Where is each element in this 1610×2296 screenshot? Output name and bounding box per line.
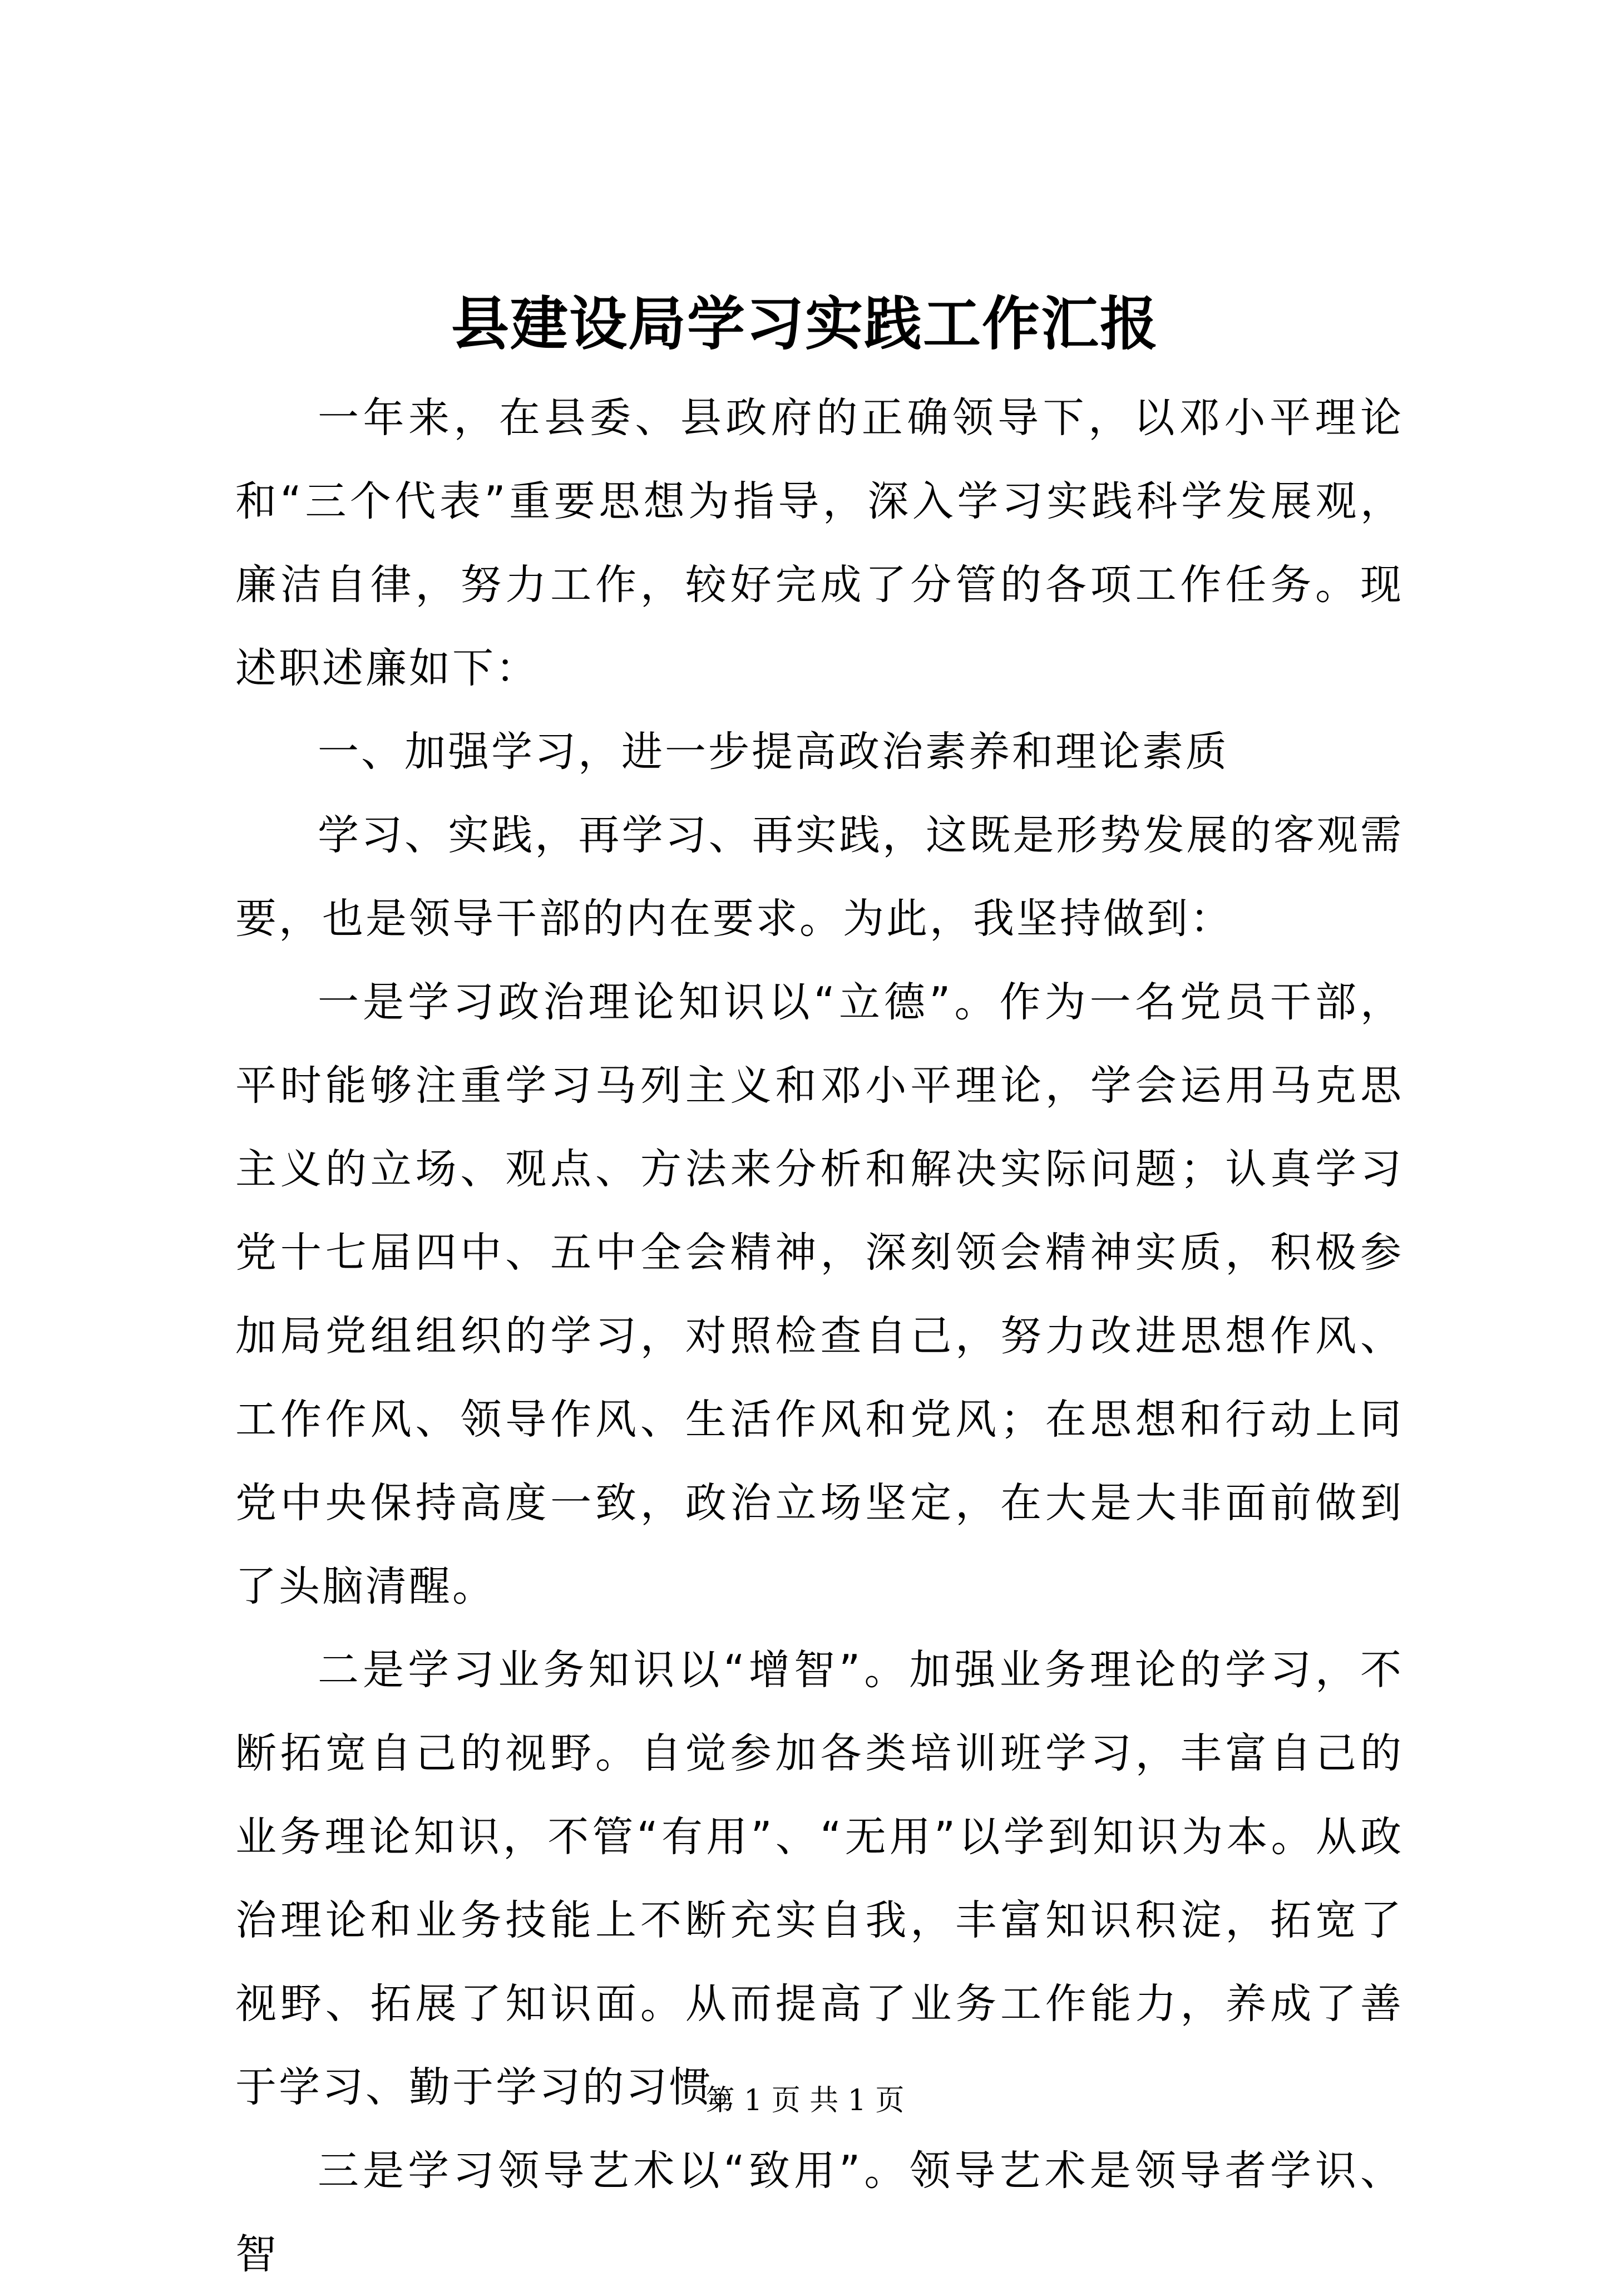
- section-heading-1: 一、加强学习，进一步提高政治素养和理论素质: [318, 728, 1229, 776]
- document-title: 县建设局学习实践工作汇报: [451, 289, 1159, 358]
- paragraph-study-practice: 学习、实践，再学习、再实践，这既是形势发展的客观需要，也是领导干部的内在要求。为此，我坚持做到：: [235, 811, 1404, 943]
- paragraph-intro: 一年来，在县委、县政府的正确领导下，以邓小平理论和“三个代表”重要思想为指导，深入学习实践科学发展观，廉洁自律，努力工作，较好完成了分管的各项工作任务。现述职述廉如下：: [235, 394, 1404, 692]
- paragraph-business-knowledge: 二是学习业务知识以“增智”。加强业务理论的学习，不断拓宽自己的视野。自觉参加各类培训班学习，丰富自己的业务理论知识，不管“有用”、“无用”以学到知识为本。从政治理论和业务技能上不断充实自我，丰富知识积淀，拓宽了视野、拓展了知识面。从而提高了业务工作能力，养成了善于学习、勤于学习的习惯。: [235, 1646, 1404, 2111]
- paragraph-political-theory: 一是学习政治理论知识以“立德”。作为一名党员干部，平时能够注重学习马列主义和邓小平理论，学会运用马克思主义的立场、观点、方法来分析和解决实际问题；认真学习党十七届四中、五中全会精神，深刻领会精神实质，积极参加局党组组织的学习，对照检查自己，努力改进思想作风、工作作风、领导作风、生活作风和党风；在思想和行动上同党中央保持高度一致，政治立场坚定，在大是大非面前做到了头脑清醒。: [235, 978, 1404, 1610]
- paragraph-leadership-art: 三是学习领导艺术以“致用”。领导艺术是领导者学识、智: [235, 2147, 1404, 2278]
- page-footer: 第 1 页 共 1 页: [705, 2084, 905, 2117]
- document-body: [235, 376, 1404, 2296]
